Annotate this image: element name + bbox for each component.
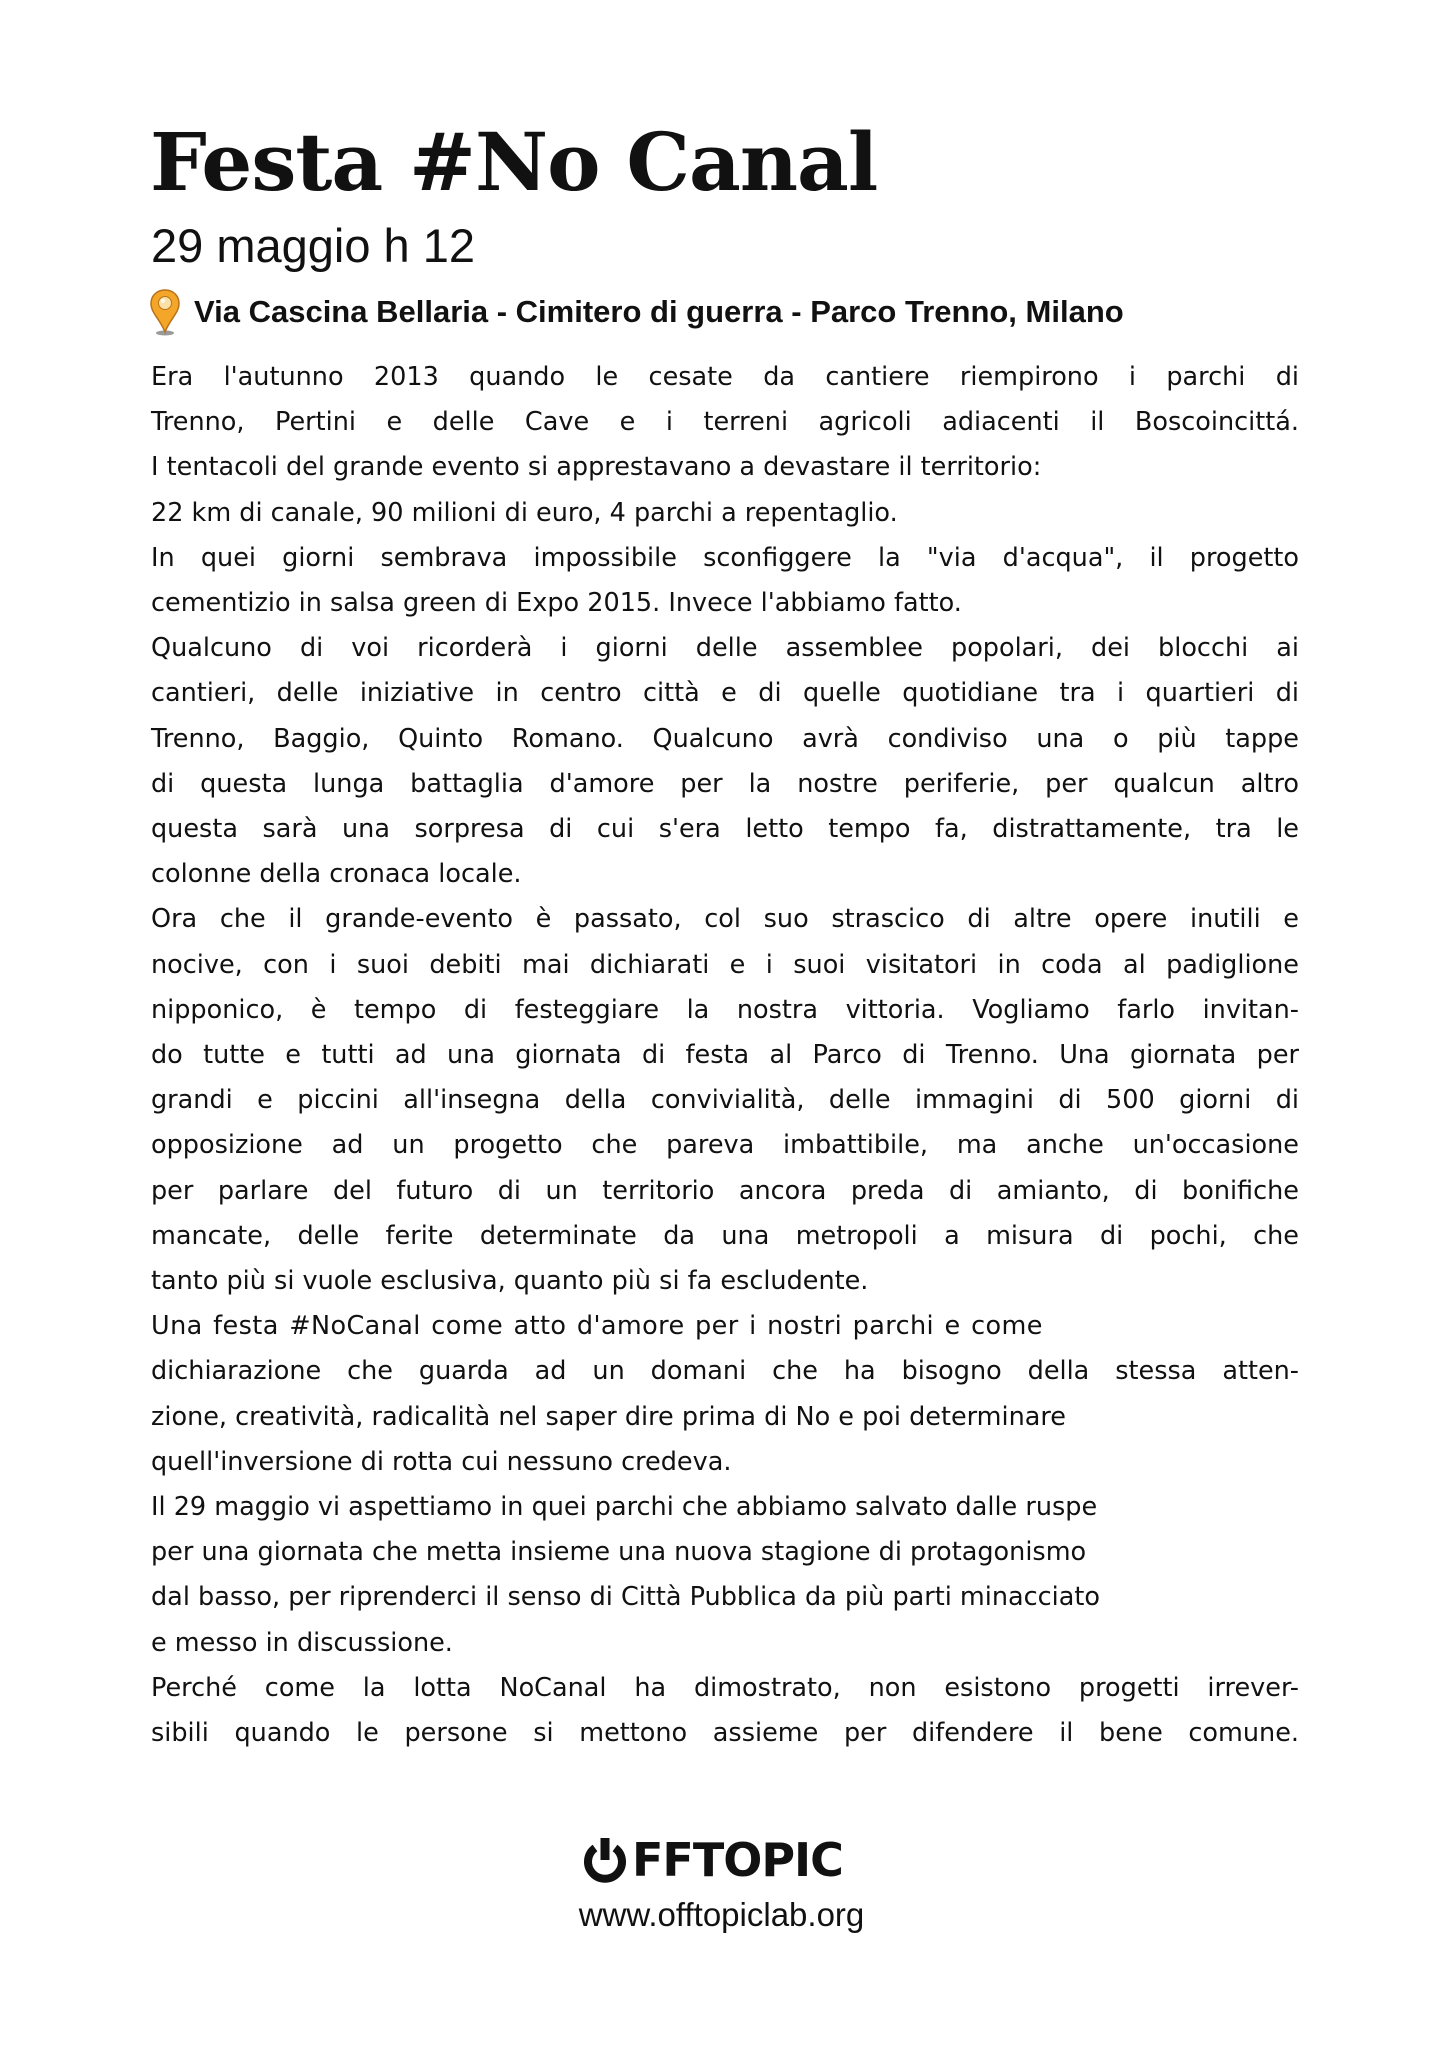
body-line: nocive, con i suoi debiti mai dichiarati e i suoi visitatori in coda al padiglione bbox=[151, 949, 1299, 980]
body-line: per una giornata che metta insieme una nuova stagione di protagonismo bbox=[151, 1537, 1087, 1568]
body-line: questa sarà una sorpresa di cui s'era letto tempo fa, distrattamente, tra le bbox=[151, 814, 1299, 845]
body-line: zione, creatività, radicalità nel saper dire prima di No e poi determinare bbox=[151, 1401, 1066, 1432]
map-pin-icon bbox=[148, 288, 182, 336]
body-line: quell'inversione di rotta cui nessuno credeva. bbox=[151, 1446, 732, 1477]
body-line: cementizio in salsa green di Expo 2015. Invece l'abbiamo fatto. bbox=[151, 588, 962, 619]
body-line: dichiarazione che guarda ad un domani che ha bisogno della stessa atten- bbox=[151, 1356, 1299, 1387]
body-line: sibili quando le persone si mettono assieme per difendere il bene comune. bbox=[151, 1718, 1299, 1749]
logo-text: FFTOPIC bbox=[632, 1833, 843, 1887]
body-line: I tentacoli del grande evento si apprestavano a devastare il territorio: bbox=[151, 452, 1042, 483]
body-line: Trenno, Pertini e delle Cave e i terreni agricoli adiacenti il Boscoincittá. bbox=[151, 407, 1299, 438]
body-text bbox=[151, 355, 1299, 1756]
body-line: cantieri, delle iniziative in centro città e di quelle quotidiane tra i quartieri di bbox=[151, 678, 1299, 709]
event-date: 29 maggio h 12 bbox=[151, 219, 476, 272]
body-line: di questa lunga battaglia d'amore per la nostre periferie, per qualcun altro bbox=[151, 768, 1299, 799]
body-line: Ora che il grande-evento è passato, col suo strascico di altre opere inutili e bbox=[151, 904, 1299, 935]
body-line: Qualcuno di voi ricorderà i giorni delle assemblee popolari, dei blocchi ai bbox=[151, 633, 1299, 664]
body-line: Trenno, Baggio, Quinto Romano. Qualcuno avrà condiviso una o più tappe bbox=[151, 723, 1299, 754]
body-line: dal basso, per riprenderci il senso di Città Pubblica da più parti minacciato bbox=[151, 1582, 1100, 1613]
body-line: tanto più si vuole esclusiva, quanto più si fa escludente. bbox=[151, 1266, 869, 1297]
body-line: opposizione ad un progetto che pareva imbattibile, ma anche un'occasione bbox=[151, 1130, 1299, 1161]
body-line: Una festa #NoCanal come atto d'amore per i nostri parchi e come bbox=[151, 1311, 1043, 1342]
body-line: Il 29 maggio vi aspettiamo in quei parchi che abbiamo salvato dalle ruspe bbox=[151, 1492, 1098, 1523]
body-line: nipponico, è tempo di festeggiare la nostra vittoria. Vogliamo farlo invitan- bbox=[151, 994, 1299, 1025]
power-icon bbox=[580, 1835, 630, 1885]
body-line: mancate, delle ferite determinate da una metropoli a misura di pochi, che bbox=[151, 1220, 1299, 1251]
website-url: www.offtopiclab.org bbox=[578, 1896, 865, 1933]
event-location bbox=[148, 284, 1124, 340]
body-line: 22 km di canale, 90 milioni di euro, 4 parchi a repentaglio. bbox=[151, 497, 898, 528]
body-line: Perché come la lotta NoCanal ha dimostrato, non esistono progetti irrever- bbox=[151, 1672, 1299, 1703]
body-line: e messo in discussione. bbox=[151, 1627, 453, 1658]
location-text: Via Cascina Bellaria - Cimitero di guerra - Parco Trenno, Milano bbox=[194, 294, 1124, 329]
offtopic-logo bbox=[580, 1828, 870, 1892]
body-line: grandi e piccini all'insegna della convivialità, delle immagini di 500 giorni di bbox=[151, 1085, 1299, 1116]
page-title: Festa #No Canal bbox=[150, 115, 878, 209]
body-line: In quei giorni sembrava impossibile sconfiggere la "via d'acqua", il progetto bbox=[151, 542, 1299, 573]
body-line: Era l'autunno 2013 quando le cesate da cantiere riempirono i parchi di bbox=[151, 362, 1299, 392]
body-line: per parlare del futuro di un territorio ancora preda di amianto, di bonifiche bbox=[151, 1175, 1299, 1206]
body-line: colonne della cronaca locale. bbox=[151, 859, 522, 890]
body-line: do tutte e tutti ad una giornata di festa al Parco di Trenno. Una giornata per bbox=[151, 1040, 1299, 1071]
